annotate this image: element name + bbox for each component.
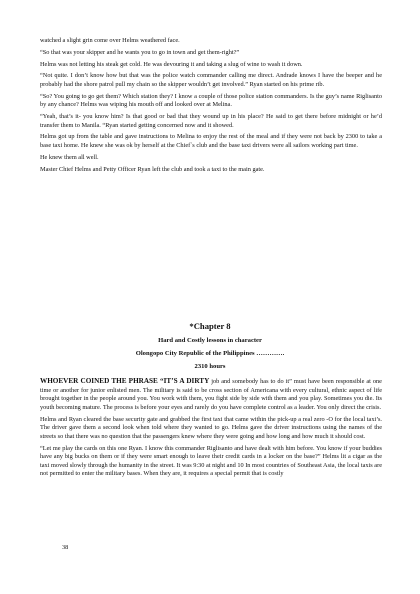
lead-rest: job and somebody has to do it” must have been responsible at one time or another for junior enlisted men. The military is said to be cross section of Americana with every cultural, ethnic aspect of life brought together in the people around you. You work with them, you fight side by side with them and you play. Sometimes you die. Its youth becoming mature. The process is before your eyes and rarely do you have complete control as a leader. You only direct the crisis.: [40, 378, 382, 411]
paragraph: “Not quite. I don’t know how but that was the police watch commander calling me direct. Andrade knows I have the beeper and he probably had the shore patrol pull my chain so the skipper wouldn’t get involved.” Ryan started on his prime rib.: [40, 72, 382, 88]
chapter-title: *Chapter 8: [189, 321, 231, 331]
paragraph: “So? You going to go get them? Which station they? I know a couple of those police station commanders. Is the guy’s name Riglisanto by any chance? Helms was wiping his mouth off and looked over at Melina.: [40, 92, 382, 109]
top-text-block: [40, 37, 382, 177]
lead-phrase: WHOEVER COINED THE PHRASE “IT’S A DIRTY: [40, 377, 210, 385]
paragraph: Helms got up from the table and gave instructions to Melina to enjoy the rest of the meal and if they were not back by 2300 to take a base taxi home. He knew she was ok by herself at the Chief`s club and the base taxi drivers were all sailors working part time.: [40, 133, 382, 150]
paragraph: Master Chief Helms and Petty Officer Ryan left the club and took a taxi to the main gate.: [40, 165, 265, 173]
paragraph: watched a slight grin come over Helms weathered face.: [40, 37, 180, 44]
chapter-text-block: [40, 377, 382, 482]
paragraph: “Let me play the cards on this one Ryan. I know this commander Riglisanto and have dealt with him before. You know if your buddies have any big bucks on them or if they were smart enough to leave their credit cards in a locker on the base?” Helms lit a cigar as the taxi moved slowly through the humanity in the street. It was 9:30 at night and 10 In most countries of Southeast Asia, the local taxis are not permitted to enter the military bases. When they are, it requires a special permit that is costly: [40, 444, 382, 478]
paragraph: “So that was your skipper and he wants you to go in town and get them-right?”: [40, 48, 240, 56]
chapter-time: 2310 hours: [194, 363, 226, 370]
lead-paragraph: [40, 377, 382, 412]
paragraph: “Yeah, that’s it- you know him? Is that good or bad that they wound up in his place? He said to get there before midnight or he’d transfer them to Manila. “Ryan started getting concerned now and it showed.: [40, 113, 382, 129]
paragraph: Helms and Ryan cleared the base security gate and grabbed the first taxi that came within the pick-up a real zero -O for the local taxi’s. The driver gave them a second look when told where they wanted to go. Helms gave the driver instructions using the names of the streets so that there was no question that the passengers knew where they were going and how long and how much it should cost.: [40, 415, 382, 440]
paragraph: He knew them all well.: [40, 153, 99, 161]
page-number: 38: [62, 544, 69, 551]
paragraph: Helms was not letting his steak get cold. He was devouring it and taking a slug of wine to wash it down.: [40, 60, 303, 68]
chapter-location: Olongopo City Republic of the Philippines ………….: [135, 350, 285, 357]
chapter-subtitle: Hard and Costly lessons in character: [158, 337, 262, 344]
